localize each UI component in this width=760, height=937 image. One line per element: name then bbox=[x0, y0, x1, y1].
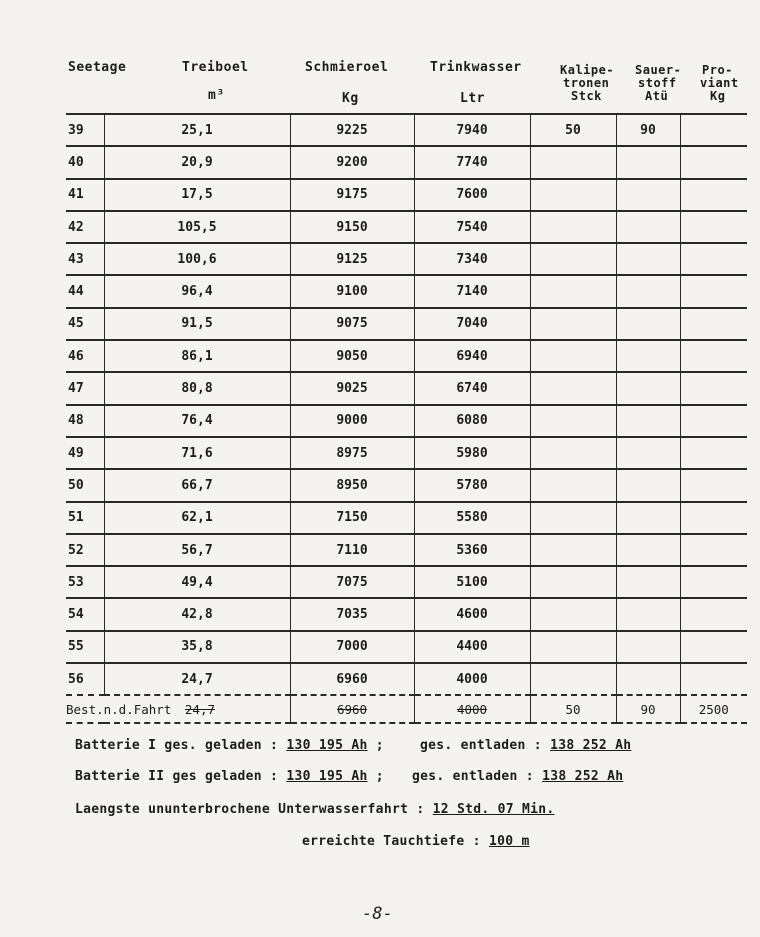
cell-treiboel: 20,9 bbox=[104, 146, 290, 178]
cell-treiboel: 35,8 bbox=[104, 631, 290, 663]
cell-day: 46 bbox=[66, 340, 104, 372]
cell-sauerstoff bbox=[616, 308, 680, 340]
table-row bbox=[66, 340, 747, 372]
cell-sauerstoff bbox=[616, 598, 680, 630]
table-row bbox=[66, 437, 747, 469]
cell-sauerstoff bbox=[616, 146, 680, 178]
cell-proviant bbox=[680, 469, 747, 501]
cell-sauerstoff bbox=[616, 340, 680, 372]
battery-1-charged: 130 195 Ah bbox=[286, 738, 368, 753]
cell-proviant bbox=[680, 308, 747, 340]
cell-day: 48 bbox=[66, 405, 104, 437]
cell-kalipatronen bbox=[530, 598, 616, 630]
cell-kalipatronen bbox=[530, 437, 616, 469]
cell-day: 39 bbox=[66, 114, 104, 146]
cell-day: 42 bbox=[66, 211, 104, 243]
total-treiboel: 24,7 bbox=[184, 701, 215, 717]
cell-day: 50 bbox=[66, 469, 104, 501]
cell-kalipatronen bbox=[530, 502, 616, 534]
cell-treiboel: 91,5 bbox=[104, 308, 290, 340]
header-schmieroel: Schmieroel bbox=[305, 60, 389, 75]
cell-trinkwasser: 7340 bbox=[414, 243, 530, 275]
battery-2-discharged: 138 252 Ah bbox=[542, 769, 624, 784]
table-row bbox=[66, 598, 747, 630]
cell-proviant bbox=[680, 405, 747, 437]
cell-trinkwasser: 4600 bbox=[414, 598, 530, 630]
total-label-cell bbox=[66, 695, 290, 723]
depth-label: erreichte Tauchtiefe : bbox=[302, 834, 481, 849]
header-trinkwasser: Trinkwasser bbox=[430, 60, 522, 75]
cell-trinkwasser: 4000 bbox=[414, 663, 530, 695]
cell-kalipatronen bbox=[530, 179, 616, 211]
cell-treiboel: 17,5 bbox=[104, 179, 290, 211]
cell-kalipatronen bbox=[530, 211, 616, 243]
header-kalipatronen-2: tronen bbox=[563, 76, 610, 90]
table-row bbox=[66, 405, 747, 437]
cell-treiboel: 42,8 bbox=[104, 598, 290, 630]
cell-trinkwasser: 5580 bbox=[414, 502, 530, 534]
cell-kalipatronen: 50 bbox=[530, 114, 616, 146]
table-row bbox=[66, 114, 747, 146]
cell-schmieroel: 8950 bbox=[290, 469, 414, 501]
cell-sauerstoff bbox=[616, 663, 680, 695]
cell-day: 40 bbox=[66, 146, 104, 178]
cell-kalipatronen bbox=[530, 566, 616, 598]
cell-trinkwasser: 7140 bbox=[414, 275, 530, 307]
header-proviant-1: Pro- bbox=[702, 63, 733, 77]
cell-schmieroel: 9225 bbox=[290, 114, 414, 146]
cell-trinkwasser: 5780 bbox=[414, 469, 530, 501]
battery-2-label: Batterie II ges geladen : bbox=[75, 769, 279, 784]
cell-sauerstoff bbox=[616, 243, 680, 275]
cell-schmieroel: 7150 bbox=[290, 502, 414, 534]
cell-schmieroel: 9075 bbox=[290, 308, 414, 340]
cell-trinkwasser: 6080 bbox=[414, 405, 530, 437]
cell-treiboel: 76,4 bbox=[104, 405, 290, 437]
cell-trinkwasser: 6740 bbox=[414, 372, 530, 404]
depth-line bbox=[302, 834, 530, 849]
cell-day: 52 bbox=[66, 534, 104, 566]
cell-treiboel: 25,1 bbox=[104, 114, 290, 146]
battery-1-discharged: 138 252 Ah bbox=[550, 738, 632, 753]
cell-trinkwasser: 5100 bbox=[414, 566, 530, 598]
cell-kalipatronen bbox=[530, 146, 616, 178]
total-sauerstoff: 90 bbox=[616, 695, 680, 723]
battery-1-label: Batterie I ges. geladen : bbox=[75, 738, 279, 753]
cell-proviant bbox=[680, 372, 747, 404]
cell-proviant bbox=[680, 598, 747, 630]
cell-sauerstoff bbox=[616, 275, 680, 307]
battery-2-charged: 130 195 Ah bbox=[286, 769, 368, 784]
cell-proviant bbox=[680, 566, 747, 598]
cell-kalipatronen bbox=[530, 663, 616, 695]
cell-proviant bbox=[680, 631, 747, 663]
cell-kalipatronen bbox=[530, 405, 616, 437]
cell-treiboel: 66,7 bbox=[104, 469, 290, 501]
cell-schmieroel: 7110 bbox=[290, 534, 414, 566]
header-kalipatronen-1: Kalipe- bbox=[560, 63, 615, 77]
underwater-value: 12 Std. 07 Min. bbox=[432, 802, 555, 817]
cell-day: 53 bbox=[66, 566, 104, 598]
cell-day: 47 bbox=[66, 372, 104, 404]
cell-day: 56 bbox=[66, 663, 104, 695]
cell-sauerstoff bbox=[616, 566, 680, 598]
cell-proviant bbox=[680, 146, 747, 178]
cell-day: 55 bbox=[66, 631, 104, 663]
battery-2-discharged-label: ges. entladen : bbox=[412, 769, 534, 784]
battery-1-discharged-label: ges. entladen : bbox=[420, 738, 542, 753]
cell-treiboel: 49,4 bbox=[104, 566, 290, 598]
cell-sauerstoff bbox=[616, 502, 680, 534]
cell-day: 43 bbox=[66, 243, 104, 275]
cell-proviant bbox=[680, 437, 747, 469]
cell-treiboel: 80,8 bbox=[104, 372, 290, 404]
header-kalipatronen-unit: Stck bbox=[571, 89, 602, 103]
cell-kalipatronen bbox=[530, 243, 616, 275]
cell-schmieroel: 6960 bbox=[290, 663, 414, 695]
total-label: Best.n.d.Fahrt bbox=[66, 701, 172, 717]
total-row bbox=[66, 695, 747, 723]
underwater-label: Laengste ununterbrochene Unterwasserfahrt : bbox=[75, 802, 425, 817]
table-row bbox=[66, 308, 747, 340]
cell-kalipatronen bbox=[530, 534, 616, 566]
underwater-line bbox=[75, 802, 555, 817]
table-row bbox=[66, 534, 747, 566]
cell-proviant bbox=[680, 275, 747, 307]
cell-trinkwasser: 5980 bbox=[414, 437, 530, 469]
battery-1-sep: ; bbox=[375, 738, 384, 753]
depth-value: 100 m bbox=[488, 834, 530, 849]
table-body bbox=[66, 114, 747, 723]
total-schmieroel: 6960 bbox=[290, 695, 414, 723]
cell-kalipatronen bbox=[530, 308, 616, 340]
cell-treiboel: 86,1 bbox=[104, 340, 290, 372]
cell-schmieroel: 7000 bbox=[290, 631, 414, 663]
header-seetage: Seetage bbox=[68, 60, 127, 75]
header-sauerstoff-2: stoff bbox=[638, 76, 677, 90]
table-row bbox=[66, 663, 747, 695]
table-row bbox=[66, 631, 747, 663]
table-row bbox=[66, 275, 747, 307]
cell-schmieroel: 9175 bbox=[290, 179, 414, 211]
header-proviant-2: viant bbox=[700, 76, 739, 90]
cell-trinkwasser: 7940 bbox=[414, 114, 530, 146]
table-row bbox=[66, 211, 747, 243]
cell-trinkwasser: 4400 bbox=[414, 631, 530, 663]
cell-proviant bbox=[680, 663, 747, 695]
cell-treiboel: 96,4 bbox=[104, 275, 290, 307]
cell-treiboel: 105,5 bbox=[104, 211, 290, 243]
cell-sauerstoff bbox=[616, 405, 680, 437]
header-treiboel: Treiboel bbox=[182, 60, 249, 75]
cell-proviant bbox=[680, 211, 747, 243]
cell-schmieroel: 9125 bbox=[290, 243, 414, 275]
cell-day: 44 bbox=[66, 275, 104, 307]
table-row bbox=[66, 502, 747, 534]
cell-trinkwasser: 7600 bbox=[414, 179, 530, 211]
cell-schmieroel: 7035 bbox=[290, 598, 414, 630]
battery-2-line bbox=[75, 769, 623, 784]
cell-proviant bbox=[680, 502, 747, 534]
header-schmieroel-unit: Kg bbox=[342, 91, 359, 106]
battery-2-sep: ; bbox=[375, 769, 384, 784]
cell-proviant bbox=[680, 179, 747, 211]
total-proviant: 2500 bbox=[680, 695, 747, 723]
cell-treiboel: 100,6 bbox=[104, 243, 290, 275]
cell-kalipatronen bbox=[530, 372, 616, 404]
cell-kalipatronen bbox=[530, 469, 616, 501]
cell-proviant bbox=[680, 534, 747, 566]
total-trinkwasser: 4000 bbox=[414, 695, 530, 723]
table-row bbox=[66, 372, 747, 404]
cell-treiboel: 62,1 bbox=[104, 502, 290, 534]
cell-trinkwasser: 7540 bbox=[414, 211, 530, 243]
cell-day: 54 bbox=[66, 598, 104, 630]
cell-trinkwasser: 5360 bbox=[414, 534, 530, 566]
table-row bbox=[66, 566, 747, 598]
cell-sauerstoff bbox=[616, 211, 680, 243]
cell-sauerstoff bbox=[616, 179, 680, 211]
cell-schmieroel: 9025 bbox=[290, 372, 414, 404]
cell-proviant bbox=[680, 340, 747, 372]
cell-sauerstoff bbox=[616, 372, 680, 404]
table-row bbox=[66, 146, 747, 178]
cell-schmieroel: 9200 bbox=[290, 146, 414, 178]
cell-proviant bbox=[680, 243, 747, 275]
cell-treiboel: 71,6 bbox=[104, 437, 290, 469]
cell-kalipatronen bbox=[530, 340, 616, 372]
header-treiboel-unit: m³ bbox=[208, 88, 225, 103]
header-trinkwasser-unit: Ltr bbox=[460, 91, 485, 106]
table-row bbox=[66, 243, 747, 275]
cell-schmieroel: 9150 bbox=[290, 211, 414, 243]
cell-day: 45 bbox=[66, 308, 104, 340]
cell-schmieroel: 8975 bbox=[290, 437, 414, 469]
header-proviant-unit: Kg bbox=[710, 89, 726, 103]
cell-treiboel: 24,7 bbox=[104, 663, 290, 695]
cell-trinkwasser: 6940 bbox=[414, 340, 530, 372]
cell-schmieroel: 7075 bbox=[290, 566, 414, 598]
cell-trinkwasser: 7740 bbox=[414, 146, 530, 178]
cell-day: 51 bbox=[66, 502, 104, 534]
cell-kalipatronen bbox=[530, 631, 616, 663]
total-kalipatronen: 50 bbox=[530, 695, 616, 723]
header-sauerstoff-1: Sauer- bbox=[635, 63, 682, 77]
cell-schmieroel: 9100 bbox=[290, 275, 414, 307]
cell-trinkwasser: 7040 bbox=[414, 308, 530, 340]
cell-proviant bbox=[680, 114, 747, 146]
cell-schmieroel: 9000 bbox=[290, 405, 414, 437]
cell-schmieroel: 9050 bbox=[290, 340, 414, 372]
cell-day: 41 bbox=[66, 179, 104, 211]
cell-sauerstoff bbox=[616, 437, 680, 469]
table-row bbox=[66, 179, 747, 211]
table-row bbox=[66, 469, 747, 501]
consumption-table bbox=[66, 113, 747, 724]
header-sauerstoff-unit: Atü bbox=[645, 89, 669, 103]
battery-1-line bbox=[75, 738, 631, 753]
cell-sauerstoff bbox=[616, 631, 680, 663]
cell-day: 49 bbox=[66, 437, 104, 469]
cell-treiboel: 56,7 bbox=[104, 534, 290, 566]
cell-sauerstoff: 90 bbox=[616, 114, 680, 146]
cell-kalipatronen bbox=[530, 275, 616, 307]
cell-sauerstoff bbox=[616, 469, 680, 501]
page-number: -8- bbox=[362, 904, 393, 924]
cell-sauerstoff bbox=[616, 534, 680, 566]
